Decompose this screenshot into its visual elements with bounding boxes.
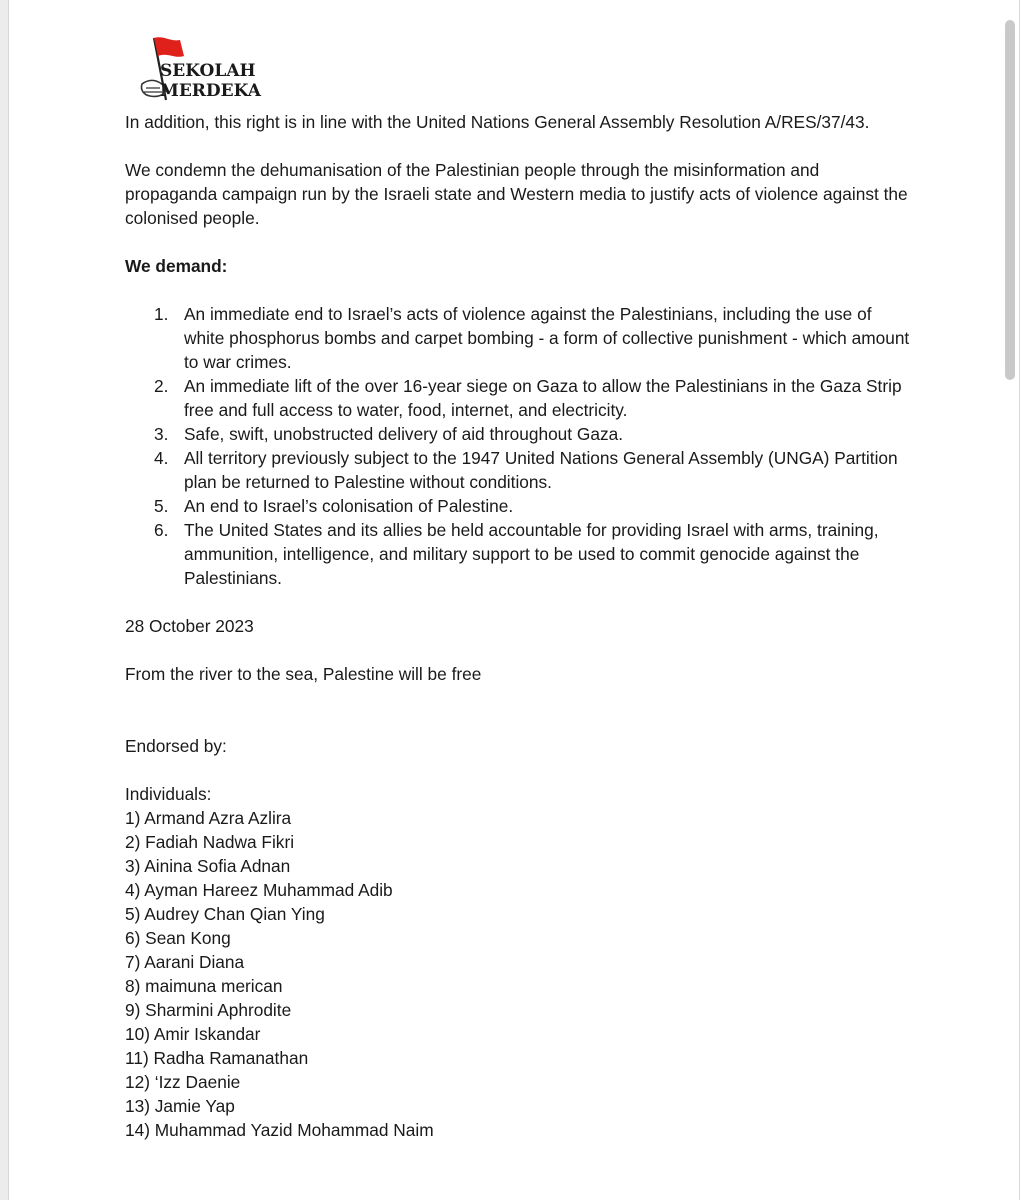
individual-item: 7) Aarani Diana	[125, 952, 245, 972]
demand-item	[125, 374, 915, 422]
flag-logo-icon	[140, 34, 261, 106]
slogan: From the river to the sea, Palestine will be free	[125, 664, 482, 684]
demands-heading: We demand:	[125, 256, 228, 276]
sekolah-merdeka-logo	[140, 34, 261, 106]
paragraph-condemn: We condemn the dehumanisation of the Palestinian people through the misinformation and propaganda campaign run by the Israeli state and Western media to justify acts of violence against the colonised people.	[125, 160, 908, 228]
document-date: 28 October 2023	[125, 616, 254, 636]
demand-item	[125, 494, 915, 518]
individual-item: 12) ‘Izz Daenie	[125, 1072, 241, 1092]
paragraph-resolution: In addition, this right is in line with the United Nations General Assembly Resolution A/RES/37/43.	[125, 112, 870, 132]
demand-text: An end to Israel’s colonisation of Palestine.	[184, 496, 514, 516]
individual-item: 4) Ayman Hareez Muhammad Adib	[125, 880, 393, 900]
demand-item	[125, 518, 915, 590]
demands-list	[125, 302, 915, 590]
demand-text: An immediate lift of the over 16-year siege on Gaza to allow the Palestinians in the Gaza Strip free and full access to water, food, internet, and electricity.	[184, 376, 902, 420]
individual-item: 5) Audrey Chan Qian Ying	[125, 904, 325, 924]
demand-number: 4.	[154, 448, 169, 468]
demand-item	[125, 422, 915, 446]
individual-item: 8) maimuna merican	[125, 976, 283, 996]
demand-item	[125, 302, 915, 374]
demand-number: 1.	[154, 304, 169, 324]
demand-text: All territory previously subject to the 1947 United Nations General Assembly (UNGA) Partition plan be returned to Palestine without conditions.	[184, 448, 898, 492]
individual-item: 6) Sean Kong	[125, 928, 231, 948]
individual-item: 11) Radha Ramanathan	[125, 1048, 309, 1068]
endorsed-by-heading: Endorsed by:	[125, 736, 227, 756]
individual-item: 13) Jamie Yap	[125, 1096, 235, 1116]
individual-item: 10) Amir Iskandar	[125, 1024, 261, 1044]
document-body	[125, 110, 915, 1142]
individuals-heading: Individuals:	[125, 784, 212, 804]
scrollbar-thumb[interactable]	[1005, 20, 1015, 380]
demand-number: 2.	[154, 376, 169, 396]
demand-number: 5.	[154, 496, 169, 516]
individual-item: 14) Muhammad Yazid Mohammad Naim	[125, 1120, 434, 1140]
demand-item	[125, 446, 915, 494]
demand-text: Safe, swift, unobstructed delivery of aid throughout Gaza.	[184, 424, 624, 444]
individual-item: 2) Fadiah Nadwa Fikri	[125, 832, 295, 852]
demand-number: 6.	[154, 520, 169, 540]
individual-item: 1) Armand Azra Azlira	[125, 808, 292, 828]
individuals-list	[125, 806, 915, 1142]
demand-text: An immediate end to Israel’s acts of violence against the Palestinians, including the use of white phosphorus bombs and carpet bombing - a form of collective punishment - which amount to war crimes.	[184, 304, 910, 372]
individual-item: 3) Ainina Sofia Adnan	[125, 856, 291, 876]
logo-line2: MERDEKA	[160, 81, 261, 101]
demand-number: 3.	[154, 424, 169, 444]
logo-line1: SEKOLAH	[160, 61, 256, 81]
individual-item: 9) Sharmini Aphrodite	[125, 1000, 292, 1020]
demand-text: The United States and its allies be held accountable for providing Israel with arms, training, ammunition, intelligence, and military support to be used to commit genocide against the Palestinians.	[184, 520, 879, 588]
